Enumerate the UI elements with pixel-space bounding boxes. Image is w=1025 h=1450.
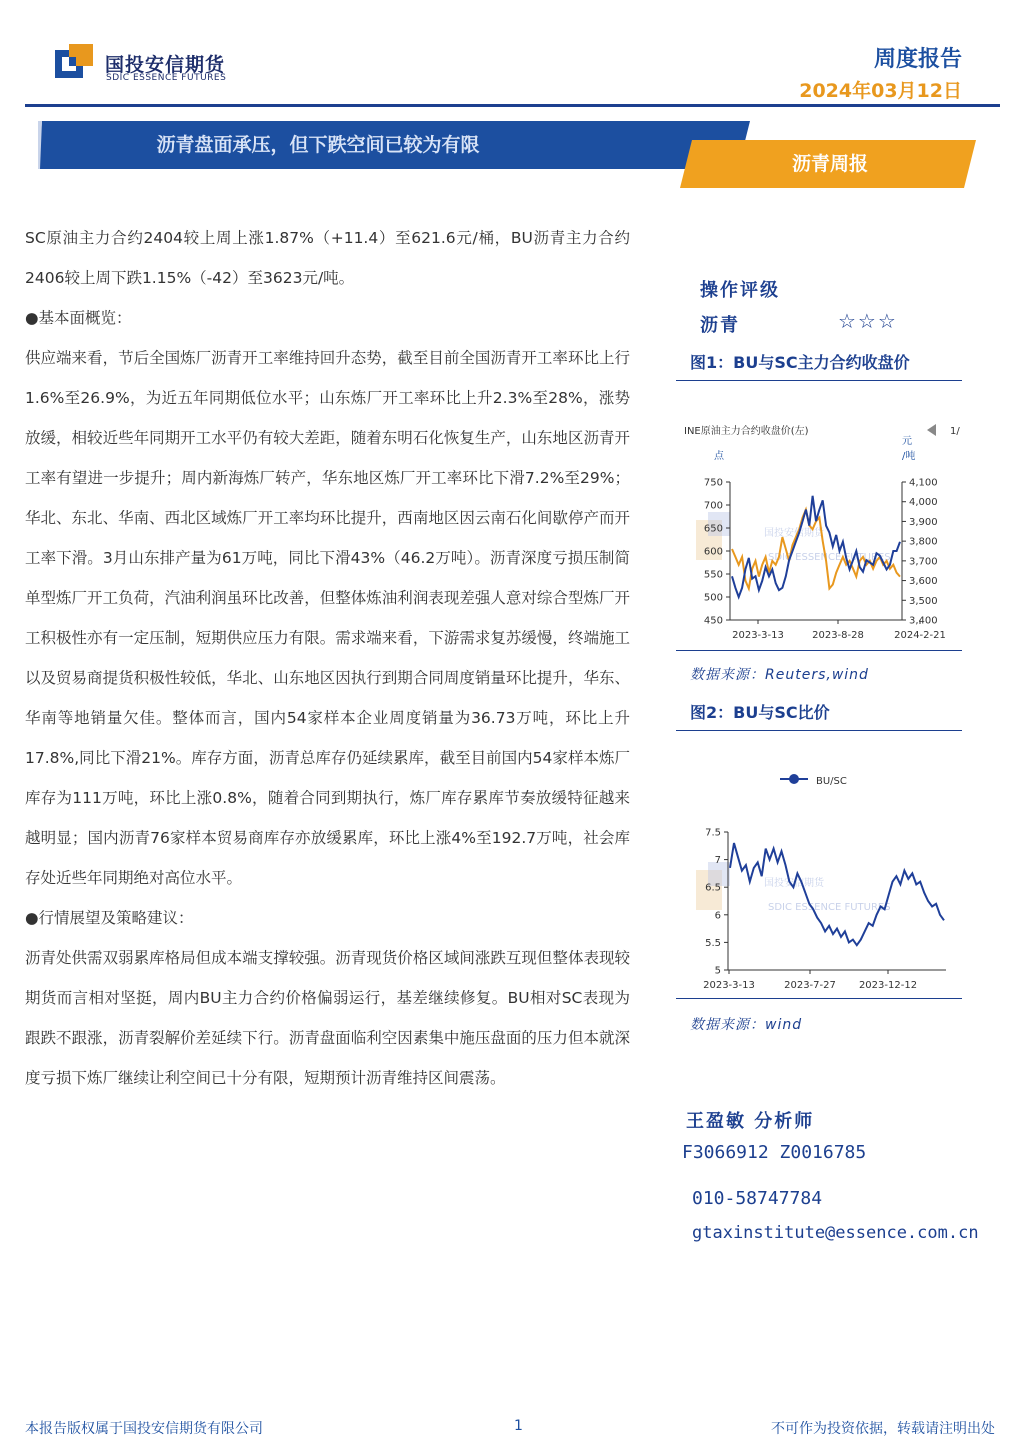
chart1-right-tick-label: 3,700	[909, 556, 938, 568]
rating-item: 沥青	[700, 315, 740, 336]
footer-disclaimer: 不可作为投资依据，转载请注明出处	[771, 1421, 995, 1437]
report-type: 周度报告	[873, 47, 962, 72]
chart2-legend-text: BU/SC	[816, 776, 847, 787]
figure2-bottom-rule	[676, 998, 962, 999]
chart1-right-unit-2: /吨	[902, 451, 916, 462]
analyst-license: F3066912 Z0016785	[682, 1142, 867, 1163]
report-title: 沥青盘面承压，但下跌空间已较为有限	[156, 134, 480, 156]
chart2-legend-marker	[789, 774, 799, 784]
chart1-legend-more: 1/	[950, 426, 960, 437]
chart1-right-tick-label: 3,400	[909, 615, 938, 627]
chart1-left-tick-label: 450	[703, 615, 723, 627]
chart1-right-tick-label: 3,600	[909, 576, 938, 588]
page-number: 1	[514, 1418, 523, 1434]
chart2-watermark-cn: 国投安信期货	[764, 878, 824, 889]
chart1-left-tick-label: 550	[703, 569, 723, 581]
figure2-title: 图2：BU与SC比价	[690, 703, 830, 722]
chart2-y-tick-label: 7	[714, 855, 721, 867]
outlook-paragraph: 沥青处供需双弱累库格局但成本端支撑较强。沥青现货价格区域间涨跌互现但整体表现较期货而言相对坚挺，周内BU主力合约价格偏弱运行，基差继续修复。BU相对SC表现为跟跌不跟涨，沥青裂解价差延续下行。沥青盘面临利空因素集中施压盘面的压力但本就深度亏损下炼厂继续让利空间已十分有限，短期预计沥青维持区间震荡。	[25, 949, 630, 1087]
chart1-legend-text: INE原油主力合约收盘价(左)	[684, 426, 809, 437]
analyst-phone: 010-58747784	[692, 1188, 823, 1209]
chart1-x-tick-label: 2023-8-28	[812, 630, 864, 641]
chart1-watermark-en: SDIC ESSENCE FUTURES	[768, 552, 891, 563]
chart1-left-tick-label: 750	[703, 477, 723, 489]
rating-stars-icon: ☆☆☆	[838, 309, 898, 333]
header-divider	[25, 104, 1000, 107]
figure1-title: 图1：BU与SC主力合约收盘价	[690, 353, 910, 372]
chart2-x-tick-label: 2023-7-27	[784, 980, 836, 991]
chart1-series-line	[732, 496, 900, 597]
intro-paragraph: SC原油主力合约2404较上周上涨1.87%（+11.4）至621.6元/桶，BU沥青主力合约2406较上周下跌1.15%（-42）至3623元/吨。	[25, 229, 630, 287]
chart1-left-tick-label: 500	[703, 592, 723, 604]
chart1-watermark-cn: 国投安信期货	[764, 528, 824, 539]
chart1-right-unit-1: 元	[902, 436, 912, 447]
chart2-x-tick-label: 2023-3-13	[703, 980, 755, 991]
report-category: 沥青周报	[791, 153, 868, 175]
chart2-y-tick-label: 6	[714, 910, 721, 922]
chart1-left-tick-label: 600	[703, 546, 723, 558]
figure2-source: 数据来源：wind	[690, 1017, 803, 1033]
report-date: 2024年03月12日	[799, 80, 962, 102]
chart1-right-tick-label: 3,900	[909, 516, 938, 528]
chart2-series-line	[730, 843, 944, 945]
footer-copyright: 本报告版权属于国投安信期货有限公司	[25, 1421, 263, 1437]
chart1-left-unit: 点	[714, 451, 724, 462]
report-body	[25, 218, 630, 1098]
chart2-x-tick-label: 2023-12-12	[858, 980, 918, 991]
figure1-bottom-rule	[676, 650, 962, 651]
chart1-right-tick-label: 4,100	[909, 477, 938, 489]
figure2-top-rule	[676, 730, 962, 731]
chart1-x-tick-label: 2023-3-13	[732, 630, 784, 641]
legend-scroll-left-icon[interactable]	[927, 424, 936, 436]
company-logo-icon	[55, 44, 95, 82]
chart1-right-tick-label: 3,500	[909, 595, 938, 607]
logo-english-name: SDIC ESSENCE FUTURES	[106, 73, 227, 83]
chart1-x-tick-label: 2024-2-21	[894, 630, 946, 641]
rating-heading: 操作评级	[700, 280, 780, 301]
chart2-watermark-en: SDIC ESSENCE FUTURES	[768, 902, 891, 913]
chart1-series-line	[732, 510, 900, 589]
figure1-top-rule	[676, 380, 962, 381]
figure1-source: 数据来源：Reuters,wind	[690, 667, 869, 683]
analyst-name: 王盈敏 分析师	[686, 1111, 815, 1132]
chart1-right-tick-label: 4,000	[909, 497, 938, 509]
fundamentals-paragraph: 供应端来看，节后全国炼厂沥青开工率维持回升态势，截至目前全国沥青开工率环比上行1.6%至26.9%，为近五年同期低位水平；山东炼厂开工率环比上升2.3%至28%，涨势放缓，相较近些年同期开工水平仍有较大差距，随着东明石化恢复生产，山东地区沥青开工率有望进一步提升；周内新海炼厂转产，华东地区炼厂开工率环比下滑7.2%至29%；华北、东北、华南、西北区域炼厂开工率均环比提升，西南地区因云南石化间歇停产而开工率下滑。3月山东排产量为61万吨，同比下滑43%（46.2万吨）。沥青深度亏损压制简单型炼厂开工负荷，汽油利润虽环比改善，但整体炼油利润表现差强人意对综合型炼厂开工积极性亦有一定压制，短期供应压力有限。需求端来看，下游需求复苏缓慢，终端施工以及贸易商提货积极性较低，华北、山东地区因执行到期合同周度销量环比提升，华东、华南等地销量欠佳。整体而言，国内54家样本企业周度销量为36.73万吨，环比上升17.8%,同比下滑21%。库存方面，沥青总库存仍延续累库，截至目前国内54家样本炼厂库存为111万吨，环比上涨0.8%，随着合同到期执行，炼厂库存累库节奏放缓特征越来越明显；国内沥青76家样本贸易商库存亦放缓累库，环比上涨4%至192.7万吨，社会库存处近些年同期绝对高位水平。	[25, 349, 630, 887]
chart2-y-tick-label: 5	[714, 965, 721, 977]
chart1-right-tick-label: 3,800	[909, 536, 938, 548]
chart2-y-tick-label: 5.5	[705, 937, 721, 949]
figure2-chart	[676, 760, 966, 998]
chart1-left-tick-label: 700	[703, 500, 723, 512]
analyst-email[interactable]: gtaxinstitute@essence.com.cn	[692, 1223, 979, 1243]
chart2-y-tick-label: 6.5	[705, 882, 721, 894]
chart2-y-tick-label: 7.5	[705, 827, 721, 839]
section-heading-outlook: ●行情展望及策略建议：	[25, 909, 194, 927]
figure1-chart	[676, 412, 966, 650]
chart1-watermark	[696, 512, 891, 563]
logo-chinese-name: 国投安信期货	[105, 54, 226, 76]
section-heading-fundamentals: ●基本面概览：	[25, 309, 132, 327]
chart1-left-tick-label: 650	[703, 523, 723, 535]
